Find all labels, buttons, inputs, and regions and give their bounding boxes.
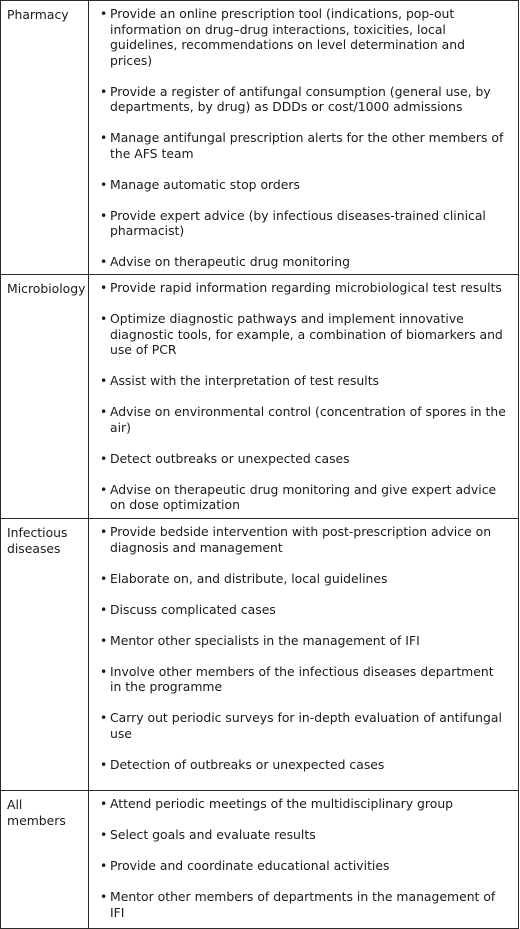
bullet-icon: • <box>100 663 108 679</box>
responsibility-list <box>100 796 508 920</box>
list-item: • Discuss complicated cases <box>100 601 276 617</box>
list-item: • Detect outbreaks or unexpected cases <box>100 450 350 466</box>
list-item: • Optimize diagnostic pathways and implement innovative diagnostic tools, for example, a combination of biomarkers and use of PCR <box>100 311 503 357</box>
table-row <box>1 275 519 519</box>
items-cell <box>89 791 519 929</box>
list-item: • Detection of outbreaks or unexpected cases <box>100 756 385 772</box>
list-item: • Elaborate on, and distribute, local guidelines <box>100 570 388 586</box>
list-item: • Select goals and evaluate results <box>100 827 316 842</box>
role-label: Infectious diseases <box>7 525 68 556</box>
responsibility-list <box>100 6 508 270</box>
role-cell <box>1 791 89 929</box>
list-item: • Attend periodic meetings of the multidisciplinary group <box>100 796 454 811</box>
list-item: • Provide rapid information regarding microbiological test results <box>100 280 502 295</box>
role-label: Microbiology <box>7 281 86 296</box>
list-item: • Provide bedside intervention with post-prescription advice on diagnosis and management <box>100 524 492 555</box>
bullet-icon: • <box>100 481 108 497</box>
bullet-icon: • <box>100 710 108 725</box>
list-item: • Provide an online prescription tool (indications, pop-out information on drug–drug interactions, toxicities, local guidelines, recommendations on level determination and prices) <box>100 6 465 68</box>
list-item: • Provide expert advice (by infectious diseases-trained clinical pharmacist) <box>100 207 486 238</box>
table-row <box>1 791 519 929</box>
bullet-icon: • <box>100 796 108 811</box>
bullet-icon: • <box>100 570 108 586</box>
table-row <box>1 1 519 275</box>
list-item: • Involve other members of the infectious diseases department in the programme <box>100 663 494 694</box>
bullet-icon: • <box>100 130 108 145</box>
list-item: • Carry out periodic surveys for in-depth evaluation of antifungal use <box>100 710 502 741</box>
bullet-icon: • <box>100 6 108 21</box>
bullet-icon: • <box>100 601 108 617</box>
list-item: • Manage antifungal prescription alerts for the other members of the AFS team <box>100 130 504 161</box>
list-item: • Manage automatic stop orders <box>100 176 300 192</box>
role-cell <box>1 519 89 791</box>
role-cell <box>1 1 89 275</box>
bullet-icon: • <box>100 373 108 388</box>
bullet-icon: • <box>100 756 108 772</box>
role-cell <box>1 275 89 519</box>
list-item: • Advise on environmental control (concentration of spores in the air) <box>100 404 506 435</box>
list-item: • Provide a register of antifungal consumption (general use, by departments, by drug) as DDDs or cost/1000 admissions <box>100 83 491 114</box>
responsibility-list <box>100 280 508 513</box>
bullet-icon: • <box>100 254 108 269</box>
role-label: All members <box>7 797 66 828</box>
list-item: • Provide and coordinate educational activities <box>100 858 390 873</box>
bullet-icon: • <box>100 176 108 192</box>
bullet-icon: • <box>100 83 108 99</box>
items-cell <box>89 275 519 519</box>
items-cell <box>89 1 519 275</box>
list-item: • Mentor other specialists in the management of IFI <box>100 632 420 648</box>
bullet-icon: • <box>100 827 108 842</box>
bullet-icon: • <box>100 280 108 295</box>
items-cell <box>89 519 519 791</box>
bullet-icon: • <box>100 889 108 904</box>
bullet-icon: • <box>100 311 108 326</box>
list-item: • Advise on therapeutic drug monitoring and give expert advice on dose optimization <box>100 481 497 512</box>
bullet-icon: • <box>100 450 108 466</box>
bullet-icon: • <box>100 207 108 223</box>
bullet-icon: • <box>100 404 108 419</box>
role-label: Pharmacy <box>7 7 69 22</box>
bullet-icon: • <box>100 632 108 648</box>
list-item: • Advise on therapeutic drug monitoring <box>100 254 350 269</box>
bullet-icon: • <box>100 858 108 873</box>
responsibility-list <box>100 524 508 772</box>
list-item: • Assist with the interpretation of test results <box>100 373 380 388</box>
list-item: • Mentor other members of departments in the management of IFI <box>100 889 496 920</box>
bullet-icon: • <box>100 524 108 539</box>
table-row <box>1 519 519 791</box>
